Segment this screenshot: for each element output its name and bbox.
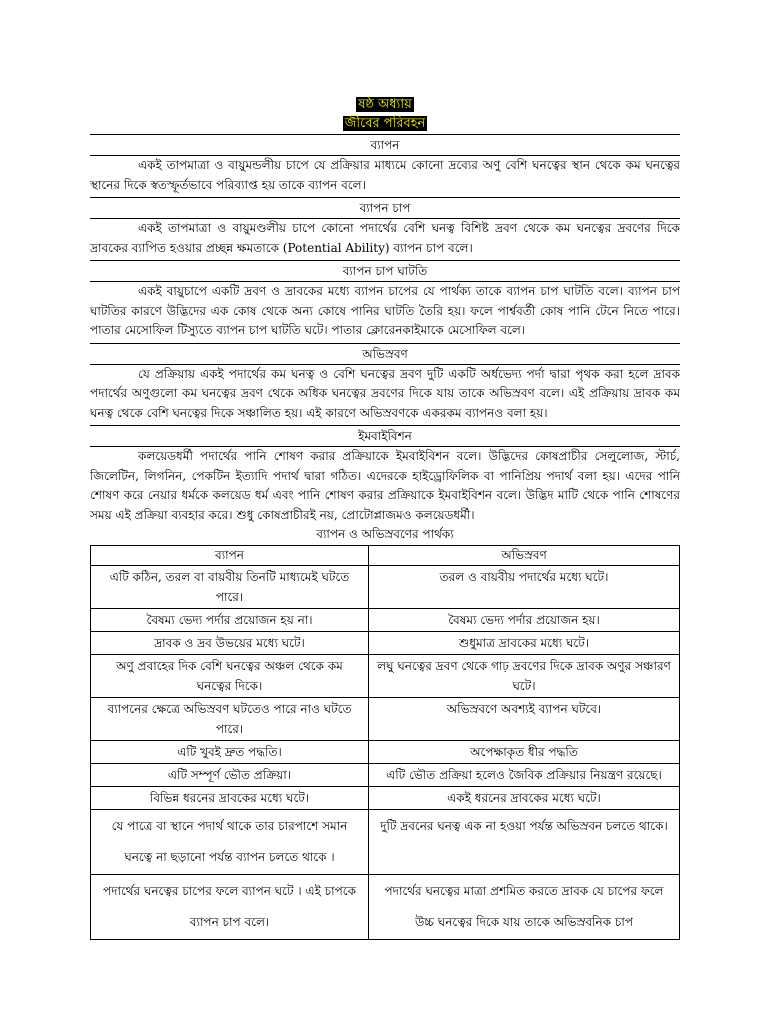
table-cell: অভিস্রবণে অবশ্যই ব্যাপন ঘটবে। bbox=[369, 698, 680, 741]
table-cell: এটি ভৌত প্রক্রিয়া হলেও জৈবিক প্রক্রিয়ার নিয়ন্ত্রণ রয়েছে। bbox=[369, 764, 680, 787]
section-title: ব্যাপন চাপ bbox=[90, 197, 680, 219]
table-cell: বৈষম্য ভেদ্য পর্দার প্রয়োজন হয় না। bbox=[91, 609, 369, 632]
document-page bbox=[90, 94, 680, 940]
section-diffusion-pressure-deficit bbox=[90, 260, 680, 341]
section-title: ব্যাপন bbox=[90, 134, 680, 156]
table-cell: তরল ও বায়বীয় পদার্থের মধ্যে ঘটে। bbox=[369, 566, 680, 609]
table-cell: শুধুমাত্র দ্রাবকের মধ্যে ঘটে। bbox=[369, 632, 680, 655]
table-cell: এটি খুবই দ্রুত পদ্ধতি। bbox=[91, 741, 369, 764]
comparison-table bbox=[90, 545, 680, 940]
table-cell: যে পাত্রে বা স্থানে পদার্থ থাকে তার চারপাশে সমান ঘনত্বে না ছড়ানো পর্যন্ত ব্যাপন চলতে থাকে । bbox=[91, 810, 369, 875]
table-cell: লঘু ঘনত্বের দ্রবণ থেকে গাঢ় দ্রবণের দিকে দ্রাবক অণুর সঞ্চারণ ঘটে। bbox=[369, 655, 680, 698]
section-osmosis bbox=[90, 343, 680, 424]
table-row bbox=[91, 698, 680, 741]
table-row bbox=[91, 566, 680, 609]
table-row bbox=[91, 875, 680, 940]
table-cell: দুটি দ্রবনের ঘনত্ব এক না হওয়া পর্যন্ত অভিস্রবন চলতে থাকে। bbox=[369, 810, 680, 875]
table-row bbox=[91, 655, 680, 698]
section-text: কলয়েডধর্মী পদার্থের পানি শোষণ করার প্রক্রিয়াকে ইমবাইবিশন বলে। উদ্ভিদের কোষপ্রাচীর সেলুলোজ, স্টার্চ, জিলেটিন, লিগনিন, পেকটিন ইত্যাদি পদার্থ দ্বারা গঠিত। এদেরকে হাইড্রোফিলিক বা পানিপ্রিয় পদার্থ বলা হয়। এদের পানি শোষণ করে নেয়ার ধর্মকে কলয়েড ধর্ম এবং পানি শোষণ করার প্রক্রিয়াকে ইমবাইবিশন বলে। উদ্ভিদ মাটি থেকে পানি শোষণের সময় এই প্রক্রিয়া ব্যবহার করে। শুধু কোষপ্রাচীরই নয়, প্রোটোপ্লাজমও কলয়েডধর্মী। bbox=[90, 449, 680, 522]
table-row bbox=[91, 632, 680, 655]
section-text: একই তাপমাত্রা ও বায়ুমন্ডলীয় চাপে যে প্রক্রিয়ার মাধ্যমে কোনো দ্রব্যের অণু বেশি ঘনত্বের স্থান থেকে কম ঘনত্বের স্থানের দিকে স্বতস্ফূর্তভাবে পরিব্যাপ্ত হয় তাকে ব্যাপন বলে। bbox=[90, 158, 680, 192]
section-title: অভিস্রবণ bbox=[90, 343, 680, 365]
table-row bbox=[91, 741, 680, 764]
table-cell: দ্রাবক ও দ্রব উভয়ের মধ্যে ঘটে। bbox=[91, 632, 369, 655]
table-cell: পদার্থের ঘনত্বের চাপের ফলে ব্যাপন ঘটে । এই চাপকে ব্যাপন চাপ বলে। bbox=[91, 875, 369, 940]
chapter-title: জীবের পরিবহন bbox=[344, 116, 426, 131]
comparison-title: ব্যাপন ও অভিস্রবণের পার্থক্য bbox=[316, 527, 454, 541]
table-row bbox=[91, 764, 680, 787]
section-diffusion bbox=[90, 134, 680, 195]
table-cell: বৈষম্য ভেদ্য পর্দার প্রয়োজন হয়। bbox=[369, 609, 680, 632]
table-cell: বিভিন্ন ধরনের দ্রাবকের মধ্যে ঘটে। bbox=[91, 787, 369, 810]
section-text: যে প্রক্রিয়ায় একই পদার্থের কম ঘনত্ব ও বেশি ঘনত্বের দ্রবণ দুটি একটি অর্ধভেদ্য পর্দা দ্বারা পৃথক করা হলে দ্রাবক পদার্থের অণুগুলো কম ঘনত্বের দ্রবণ থেকে অধিক ঘনত্বের দ্রবণের দিকে যায় তাকে অভিস্রবণ বলে। এই প্রক্রিয়ায় দ্রাবক কম ঘনত্ব থেকে বেশি ঘনত্বের দিকে সঞ্চালিত হয়। এই কারণে অভিস্রবণকে একরকম ব্যাপনও বলা হয়। bbox=[90, 366, 680, 420]
table-row bbox=[91, 787, 680, 810]
column-header-diffusion: ব্যাপন bbox=[91, 546, 369, 566]
section-text: একই বায়ুচাপে একটি দ্রবণ ও দ্রাবকের মধ্যে ব্যাপন চাপের যে পার্থক্য তাকে ব্যাপন চাপ ঘাটতি বলে। ব্যাপন চাপ ঘাটতির কারণে উদ্ভিদের এক কোষ থেকে অন্য কোষে পানির ঘাটতি তৈরি হয়। ফলে পার্শ্ববর্তী কোষ পানি টেনে নিতে পারে। পাতার মেসোফিল টিস্যুতে ব্যাপন চাপ ঘাটতি ঘটে। পাতার ক্লোরেনকাইমাকে মেসোফিল বলে। bbox=[90, 284, 680, 337]
table-cell: একই ধরনের দ্রাবকের মধ্যে ঘটে। bbox=[369, 787, 680, 810]
table-cell: অপেক্ষাকৃত ধীর পদ্ধতি bbox=[369, 741, 680, 764]
table-cell: এটি সম্পূর্ণ ভৌত প্রক্রিয়া। bbox=[91, 764, 369, 787]
section-title: ব্যাপন চাপ ঘাটতি bbox=[90, 260, 680, 282]
chapter-header bbox=[90, 94, 680, 132]
table-cell: অণু প্রবাহের দিক বেশি ঘনত্বের অঞ্চল থেকে কম ঘনত্বের দিকে। bbox=[91, 655, 369, 698]
section-text: একই তাপমাত্রা ও বায়ুমণ্ডলীয় চাপে কোনো পদার্থের বেশি ঘনত্ব বিশিষ্ট দ্রবণ থেকে কম ঘনত্বের দ্রবণের দিকে দ্রাবকের ব্যাপিত হওয়ার প্রচ্ছন্ন ক্ষমতাকে (Potential Ability) ব্যাপন চাপ বলে। bbox=[90, 221, 680, 255]
column-header-osmosis: অভিস্রবণ bbox=[369, 546, 680, 566]
table-row bbox=[91, 609, 680, 632]
section-imbibition bbox=[90, 425, 680, 525]
table-cell: এটি কঠিন, তরল বা বায়বীয় তিনটি মাধ্যমেই ঘটতে পারে। bbox=[91, 566, 369, 609]
chapter-number: ষষ্ঠ অধ্যায় bbox=[358, 97, 412, 112]
section-title: ইমবাইবিশন bbox=[90, 425, 680, 447]
table-row bbox=[91, 810, 680, 875]
table-header-row bbox=[91, 546, 680, 566]
table-cell: পদার্থের ঘনত্বের মাত্রা প্রশমিত করতে দ্রাবক যে চাপের ফলে উচ্চ ঘনত্বের দিকে যায় তাকে অভিস্রবনিক চাপ bbox=[369, 875, 680, 940]
table-cell: ব্যাপনের ক্ষেত্রে অভিস্রবণ ঘটতেও পারে নাও ঘটতে পারে। bbox=[91, 698, 369, 741]
section-diffusion-pressure bbox=[90, 197, 680, 258]
